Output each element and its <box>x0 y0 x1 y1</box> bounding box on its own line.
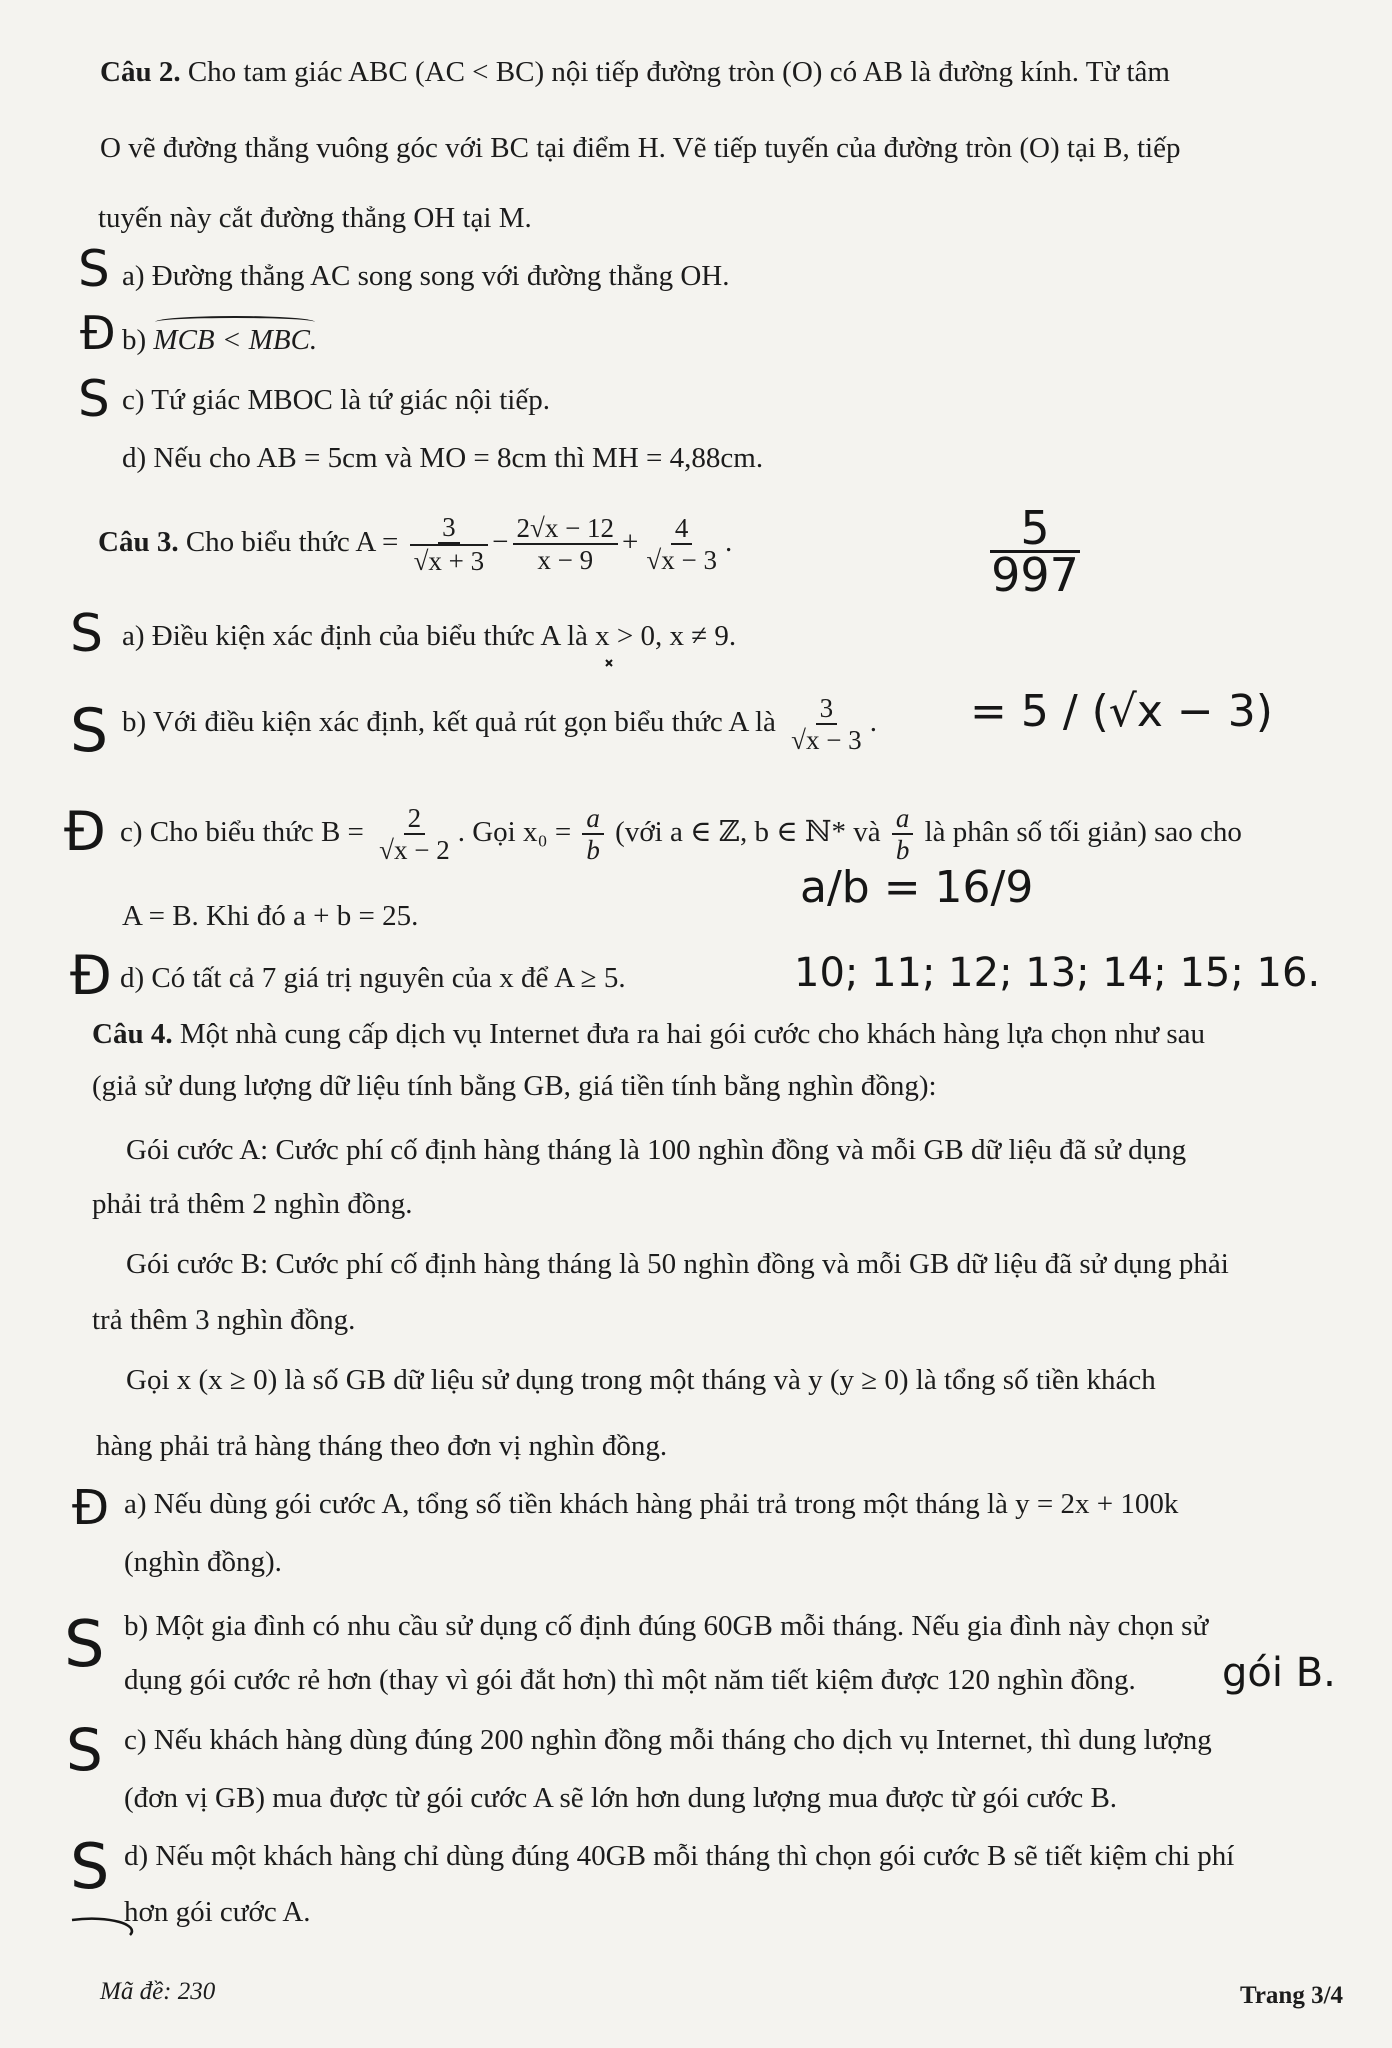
hw-q3-c-note: a/b = 16/9 <box>800 862 1034 913</box>
q2-option-d: d) Nếu cho AB = 5cm và MO = 8cm thì MH = 4,88cm. <box>122 442 764 474</box>
hw-q4-a-mark: Đ <box>72 1480 110 1536</box>
q2-intro-line-1: Câu 2. Cho tam giác ABC (AC < BC) nội tiếp đường tròn (O) có AB là đường kính. Từ tâm <box>100 56 1170 88</box>
q4-option-c-line-2: (đơn vị GB) mua được từ gói cước A sẽ lớn hơn dung lượng mua được từ gói cước B. <box>124 1782 1118 1814</box>
pen-stroke-q4-d <box>72 1919 132 1935</box>
q4-option-d-line-1: d) Nếu một khách hàng chỉ dùng đúng 40GB mỗi tháng thì chọn gói cước B sẽ tiết kiệm chi phí <box>124 1840 1235 1872</box>
q4-intro-line-8: hàng phải trả hàng tháng theo đơn vị nghìn đồng. <box>96 1430 668 1462</box>
hw-q3-a-mark: S <box>70 604 104 664</box>
hw-q4-c-mark: S <box>66 1716 103 1784</box>
q3-fraction-3: $\frac{4}{√x - 3}$ <box>646 513 717 576</box>
hw-q3-b-note: = 5 / (√x − 3) <box>970 686 1273 737</box>
q3-option-c-line-2: A = B. Khi đó a + b = 25. <box>122 900 419 932</box>
q3-c-ab-fraction: $\frac{a}{b}$ <box>892 803 914 865</box>
hw-q3-note-fraction: 5 997 <box>991 501 1079 602</box>
pen-stroke-q3-a <box>606 660 612 666</box>
q4-intro-line-5: Gói cước B: Cước phí cố định hàng tháng là 50 nghìn đồng và mỗi GB dữ liệu đã sử dụng phải <box>126 1248 1229 1280</box>
q4-option-a-line-2: (nghìn đồng). <box>124 1546 282 1578</box>
hw-q3-d-mark: Đ <box>70 944 112 1007</box>
q3-c-B-fraction: $\frac{2}{√x - 2}$ <box>379 803 450 866</box>
q2-intro-line-2: O vẽ đường thẳng vuông góc với BC tại điểm H. Vẽ tiếp tuyến của đường tròn (O) tại B, tiếp <box>100 132 1181 164</box>
exam-code: Mã đề: 230 <box>100 1978 216 2005</box>
q2-intro-line-3: tuyến này cắt đường thẳng OH tại M. <box>98 202 532 234</box>
q2-option-c: c) Tứ giác MBOC là tứ giác nội tiếp. <box>122 384 550 416</box>
hw-q3-b-mark: S <box>70 696 109 766</box>
q4-intro-line-2: (giả sử dung lượng dữ liệu tính bằng GB, giá tiền tính bằng nghìn đồng): <box>92 1070 937 1102</box>
q3-intro: Câu 3. Cho biểu thức A = $\frac{3}{√x + 3}$ − $\frac{2√x - 12}{x - 9}$ + $\frac{4}{√x - 3}$ . <box>98 512 733 577</box>
q4-option-d-line-2: hơn gói cước A. <box>124 1896 311 1928</box>
q3-option-d: d) Có tất cả 7 giá trị nguyên của x để A ≥ 5. <box>120 962 626 994</box>
hw-q2-c-mark: S <box>78 370 110 428</box>
hw-q3-d-note: 10; 11; 12; 13; 14; 15; 16. <box>794 950 1321 996</box>
hw-q4-d-mark: S <box>70 1830 110 1903</box>
q3-fraction-2: $\frac{2√x - 12}{x - 9}$ <box>513 513 619 575</box>
q4-intro-line-7: Gọi x (x ≥ 0) là số GB dữ liệu sử dụng trong một tháng và y (y ≥ 0) là tổng số tiền khách <box>126 1364 1156 1396</box>
hw-q3-c-mark: Đ <box>64 800 106 863</box>
q4-intro-line-4: phải trả thêm 2 nghìn đồng. <box>92 1188 413 1220</box>
q3-option-c: c) Cho biểu thức B = $\frac{2}{√x - 2}$ . Gọi x₀ = $\frac{a}{b}$ (với a ∈ ℤ, b ∈ ℕ* và $\frac{a}{b}$ là phân số tối giản) sao cho <box>120 803 1242 866</box>
q3-option-a: a) Điều kiện xác định của biểu thức A là x > 0, x ≠ 9. <box>122 620 737 652</box>
q2-option-a: a) Đường thẳng AC song song với đường thẳng OH. <box>122 260 730 292</box>
q4-intro-line-3: Gói cước A: Cước phí cố định hàng tháng là 100 nghìn đồng và mỗi GB dữ liệu đã sử dụng <box>126 1134 1187 1166</box>
q3-c-x0-fraction: $\frac{a}{b}$ <box>582 803 604 865</box>
hw-q2-a-mark: S <box>78 240 110 298</box>
q4-intro-line-6: trả thêm 3 nghìn đồng. <box>92 1304 356 1336</box>
q3-b-fraction: $\frac{3}{√x - 3}$ <box>791 693 862 756</box>
q4-option-a-line-1: a) Nếu dùng gói cước A, tổng số tiền khách hàng phải trả trong một tháng là y = 2x + 100k <box>124 1488 1179 1520</box>
q4-option-c-line-1: c) Nếu khách hàng dùng đúng 200 nghìn đồng mỗi tháng cho dịch vụ Internet, thì dung lượng <box>124 1724 1212 1756</box>
q4-intro-line-1: Câu 4. Một nhà cung cấp dịch vụ Internet đưa ra hai gói cước cho khách hàng lựa chọn như sau <box>92 1018 1206 1050</box>
page-number: Trang 3/4 <box>1240 1982 1344 2009</box>
hw-q2-b-mark: Đ <box>80 306 116 360</box>
hw-q4-b-mark: S <box>64 1608 105 1682</box>
q3-option-b: b) Với điều kiện xác định, kết quả rút gọn biểu thức A là $\frac{3}{√x - 3}$ . <box>122 693 877 756</box>
q4-option-b-line-1: b) Một gia đình có nhu cầu sử dụng cố định đúng 60GB mỗi tháng. Nếu gia đình này chọn sử <box>124 1610 1209 1642</box>
q4-option-b-line-2: dụng gói cước rẻ hơn (thay vì gói đắt hơn) thì một năm tiết kiệm được 120 nghìn đồng. <box>124 1664 1136 1696</box>
q3-fraction-1: $\frac{3}{√x + 3}$ <box>410 512 489 576</box>
hw-q4-b-note: gói B. <box>1222 1650 1336 1696</box>
q2-option-b: b) MCB < MBC. <box>122 324 318 356</box>
